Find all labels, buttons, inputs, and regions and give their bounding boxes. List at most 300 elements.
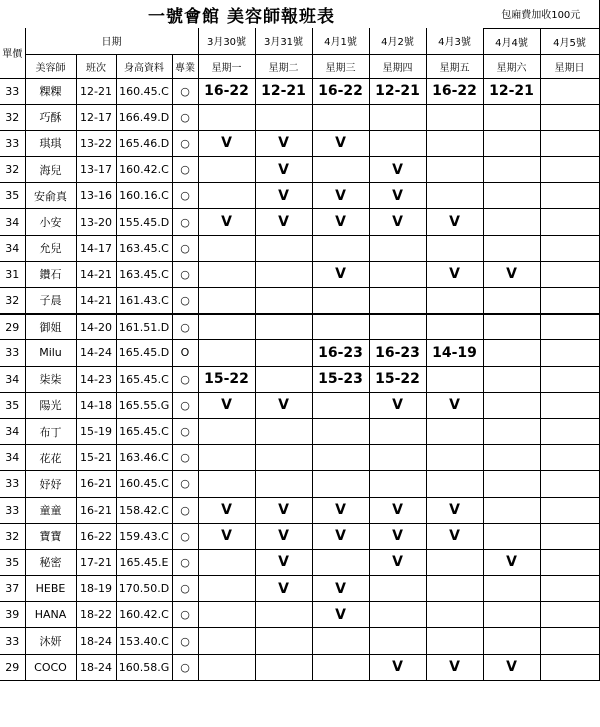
shift-cell: 13-16 xyxy=(76,183,116,209)
day-cell xyxy=(540,130,599,156)
day-cell xyxy=(312,549,369,575)
profile-cell: 160.45.C xyxy=(116,78,172,104)
profile-cell: 160.16.C xyxy=(116,183,172,209)
day-cell xyxy=(540,288,599,314)
day-cell xyxy=(426,445,483,471)
beautician-name-cell: COCO xyxy=(25,654,76,680)
profile-cell: 165.45.E xyxy=(116,549,172,575)
specialty-cell: O xyxy=(172,340,198,366)
price-cell: 33 xyxy=(0,78,25,104)
day-cell xyxy=(540,628,599,654)
table-row xyxy=(0,576,599,602)
day-cell: 16-23 xyxy=(369,340,426,366)
weekday-header-4: 星期五 xyxy=(426,54,483,78)
day-cell xyxy=(540,392,599,418)
day-cell xyxy=(483,576,540,602)
table-row xyxy=(0,628,599,654)
table-row xyxy=(0,340,599,366)
day-cell: V xyxy=(312,130,369,156)
specialty-cell: ○ xyxy=(172,654,198,680)
price-cell: 33 xyxy=(0,497,25,523)
table-row xyxy=(0,209,599,235)
shift-cell: 16-21 xyxy=(76,497,116,523)
specialty-cell: ○ xyxy=(172,314,198,340)
table-row xyxy=(0,549,599,575)
profile-cell: 160.42.C xyxy=(116,602,172,628)
day-cell: V xyxy=(369,209,426,235)
day-cell: V xyxy=(369,654,426,680)
day-cell xyxy=(369,602,426,628)
day-cell: 12-21 xyxy=(255,78,312,104)
day-cell xyxy=(255,628,312,654)
day-cell xyxy=(312,392,369,418)
page-title: 一號會館 美容師報班表 xyxy=(148,6,335,27)
beautician-name-cell: HEBE xyxy=(25,576,76,602)
profile-cell: 165.45.C xyxy=(116,366,172,392)
profile-cell: 165.46.D xyxy=(116,130,172,156)
day-cell xyxy=(483,314,540,340)
day-cell: V xyxy=(426,392,483,418)
day-cell xyxy=(369,261,426,287)
day-cell: V xyxy=(312,183,369,209)
day-cell xyxy=(255,654,312,680)
date-header-row xyxy=(0,28,599,54)
profile-cell: 163.46.C xyxy=(116,445,172,471)
day-cell xyxy=(483,392,540,418)
weekday-header-3: 星期四 xyxy=(369,54,426,78)
shift-cell: 16-21 xyxy=(76,471,116,497)
date-header-6: 4月5號 xyxy=(540,28,599,54)
day-cell: V xyxy=(255,130,312,156)
price-cell: 39 xyxy=(0,602,25,628)
day-cell xyxy=(198,576,255,602)
day-cell xyxy=(426,471,483,497)
day-cell xyxy=(255,235,312,261)
price-cell: 34 xyxy=(0,418,25,444)
day-cell: V xyxy=(426,261,483,287)
price-cell: 35 xyxy=(0,183,25,209)
profile-cell: 163.45.C xyxy=(116,261,172,287)
day-cell xyxy=(198,471,255,497)
day-cell xyxy=(369,314,426,340)
day-cell xyxy=(426,235,483,261)
beautician-name-cell: 妤妤 xyxy=(25,471,76,497)
beautician-name-cell: 寶寶 xyxy=(25,523,76,549)
price-cell: 32 xyxy=(0,104,25,130)
specialty-cell: ○ xyxy=(172,471,198,497)
specialty-cell: ○ xyxy=(172,418,198,444)
beautician-name-cell: 允兒 xyxy=(25,235,76,261)
day-cell xyxy=(483,288,540,314)
day-cell xyxy=(369,576,426,602)
shift-cell: 16-22 xyxy=(76,523,116,549)
shift-cell: 15-19 xyxy=(76,418,116,444)
beautician-name-cell: HANA xyxy=(25,602,76,628)
day-cell: V xyxy=(369,183,426,209)
day-cell xyxy=(198,654,255,680)
day-cell xyxy=(540,576,599,602)
day-cell xyxy=(483,445,540,471)
day-cell xyxy=(540,157,599,183)
table-row xyxy=(0,602,599,628)
day-cell: V xyxy=(255,549,312,575)
day-cell: V xyxy=(483,549,540,575)
day-cell xyxy=(483,209,540,235)
day-cell: 15-22 xyxy=(198,366,255,392)
day-cell xyxy=(369,104,426,130)
day-cell xyxy=(198,418,255,444)
beautician-name-cell: 海兒 xyxy=(25,157,76,183)
day-cell xyxy=(198,235,255,261)
day-cell: V xyxy=(312,602,369,628)
day-cell: 16-22 xyxy=(198,78,255,104)
price-cell: 34 xyxy=(0,209,25,235)
day-cell xyxy=(255,314,312,340)
day-cell xyxy=(426,366,483,392)
day-cell: V xyxy=(369,157,426,183)
day-cell: V xyxy=(369,497,426,523)
profile-cell: 170.50.D xyxy=(116,576,172,602)
shift-cell: 14-17 xyxy=(76,235,116,261)
shift-cell: 17-21 xyxy=(76,549,116,575)
day-cell xyxy=(198,445,255,471)
day-cell: 15-23 xyxy=(312,366,369,392)
day-cell xyxy=(483,183,540,209)
beautician-name-cell: 琪琪 xyxy=(25,130,76,156)
day-cell xyxy=(483,366,540,392)
day-cell: 12-21 xyxy=(483,78,540,104)
day-cell xyxy=(426,104,483,130)
day-cell: V xyxy=(483,654,540,680)
price-cell: 34 xyxy=(0,366,25,392)
day-cell xyxy=(198,314,255,340)
name-header: 美容師 xyxy=(25,54,76,78)
price-cell: 33 xyxy=(0,340,25,366)
beautician-name-cell: 布丁 xyxy=(25,418,76,444)
price-cell: 32 xyxy=(0,523,25,549)
day-cell xyxy=(426,314,483,340)
weekday-header-0: 星期一 xyxy=(198,54,255,78)
day-cell xyxy=(312,628,369,654)
day-cell: 16-22 xyxy=(312,78,369,104)
shift-cell: 13-17 xyxy=(76,157,116,183)
date-header-2: 4月1號 xyxy=(312,28,369,54)
specialty-cell: ○ xyxy=(172,366,198,392)
day-cell xyxy=(369,445,426,471)
profile-cell: 166.49.D xyxy=(116,104,172,130)
day-cell xyxy=(198,157,255,183)
day-cell xyxy=(483,130,540,156)
beautician-name-cell: 小安 xyxy=(25,209,76,235)
date-header-0: 3月30號 xyxy=(198,28,255,54)
day-cell: V xyxy=(312,523,369,549)
profile-cell: 163.45.C xyxy=(116,235,172,261)
shift-cell: 18-24 xyxy=(76,628,116,654)
profile-cell: 165.55.G xyxy=(116,392,172,418)
day-cell xyxy=(483,602,540,628)
day-cell: V xyxy=(255,497,312,523)
shift-cell: 14-18 xyxy=(76,392,116,418)
day-cell: V xyxy=(255,392,312,418)
day-cell xyxy=(255,261,312,287)
shift-cell: 14-20 xyxy=(76,314,116,340)
table-row xyxy=(0,366,599,392)
day-cell xyxy=(426,418,483,444)
shift-cell: 18-19 xyxy=(76,576,116,602)
table-row xyxy=(0,104,599,130)
day-cell xyxy=(483,340,540,366)
table-row xyxy=(0,654,599,680)
beautician-name-cell: 鑽石 xyxy=(25,261,76,287)
specialty-cell: ○ xyxy=(172,183,198,209)
profile-cell: 160.42.C xyxy=(116,157,172,183)
shift-cell: 12-21 xyxy=(76,78,116,104)
day-cell: V xyxy=(255,157,312,183)
day-cell: V xyxy=(312,209,369,235)
day-cell: 16-22 xyxy=(426,78,483,104)
day-cell xyxy=(198,261,255,287)
table-row xyxy=(0,235,599,261)
beautician-name-cell: 陽光 xyxy=(25,392,76,418)
day-cell: V xyxy=(198,130,255,156)
day-cell xyxy=(369,471,426,497)
day-cell xyxy=(255,418,312,444)
specialty-header: 專業 xyxy=(172,54,198,78)
table-row xyxy=(0,523,599,549)
day-cell xyxy=(540,261,599,287)
day-cell: V xyxy=(255,523,312,549)
price-cell: 34 xyxy=(0,445,25,471)
day-cell xyxy=(540,602,599,628)
day-cell: V xyxy=(426,523,483,549)
day-cell xyxy=(312,314,369,340)
day-cell xyxy=(540,235,599,261)
specialty-cell: ○ xyxy=(172,497,198,523)
day-cell xyxy=(540,104,599,130)
day-cell xyxy=(426,602,483,628)
table-row xyxy=(0,288,599,314)
day-cell: 12-21 xyxy=(369,78,426,104)
day-cell xyxy=(483,157,540,183)
day-cell xyxy=(255,602,312,628)
day-cell: V xyxy=(198,392,255,418)
shift-cell: 13-20 xyxy=(76,209,116,235)
table-row xyxy=(0,497,599,523)
shift-cell: 15-21 xyxy=(76,445,116,471)
day-cell xyxy=(198,602,255,628)
date-header-3: 4月2號 xyxy=(369,28,426,54)
day-cell: 14-19 xyxy=(426,340,483,366)
date-header-5: 4月4號 xyxy=(483,28,540,54)
day-cell: V xyxy=(312,261,369,287)
beautician-name-cell: 巧酥 xyxy=(25,104,76,130)
shift-cell: 13-22 xyxy=(76,130,116,156)
weekday-header-2: 星期三 xyxy=(312,54,369,78)
day-cell xyxy=(540,445,599,471)
day-cell xyxy=(369,235,426,261)
profile-cell: 165.45.D xyxy=(116,340,172,366)
price-cell: 29 xyxy=(0,654,25,680)
day-cell xyxy=(426,130,483,156)
day-cell xyxy=(312,471,369,497)
specialty-cell: ○ xyxy=(172,288,198,314)
day-cell xyxy=(312,157,369,183)
day-cell xyxy=(540,471,599,497)
beautician-name-cell: Milu xyxy=(25,340,76,366)
specialty-cell: ○ xyxy=(172,78,198,104)
price-cell: 35 xyxy=(0,549,25,575)
price-cell: 35 xyxy=(0,392,25,418)
date-header: 日期 xyxy=(25,28,198,54)
beautician-name-cell: 安俞真 xyxy=(25,183,76,209)
specialty-cell: ○ xyxy=(172,392,198,418)
day-cell xyxy=(369,628,426,654)
day-cell: V xyxy=(312,497,369,523)
day-cell xyxy=(426,157,483,183)
beautician-name-cell: 沐妍 xyxy=(25,628,76,654)
profile-cell: 161.51.D xyxy=(116,314,172,340)
price-cell: 33 xyxy=(0,471,25,497)
day-cell xyxy=(198,340,255,366)
shift-cell: 18-24 xyxy=(76,654,116,680)
day-cell xyxy=(540,78,599,104)
day-cell xyxy=(540,314,599,340)
day-cell xyxy=(426,549,483,575)
day-cell xyxy=(540,183,599,209)
day-cell xyxy=(540,497,599,523)
day-cell xyxy=(483,104,540,130)
price-cell: 29 xyxy=(0,314,25,340)
day-cell: V xyxy=(369,523,426,549)
price-cell: 31 xyxy=(0,261,25,287)
shift-cell: 14-21 xyxy=(76,261,116,287)
profile-cell: 158.42.C xyxy=(116,497,172,523)
day-cell: V xyxy=(426,209,483,235)
day-cell xyxy=(426,288,483,314)
day-cell xyxy=(540,523,599,549)
shift-cell: 14-21 xyxy=(76,288,116,314)
day-cell: 16-23 xyxy=(312,340,369,366)
day-cell xyxy=(312,654,369,680)
day-cell xyxy=(255,471,312,497)
day-cell: V xyxy=(255,209,312,235)
beautician-name-cell: 花花 xyxy=(25,445,76,471)
price-cell: 37 xyxy=(0,576,25,602)
title-row xyxy=(0,0,599,28)
profile-cell: 160.58.G xyxy=(116,654,172,680)
profile-cell: 161.43.C xyxy=(116,288,172,314)
day-cell: V xyxy=(198,497,255,523)
day-cell xyxy=(540,549,599,575)
column-header-row xyxy=(0,54,599,78)
price-cell: 34 xyxy=(0,235,25,261)
day-cell: 15-22 xyxy=(369,366,426,392)
shift-header: 班次 xyxy=(76,54,116,78)
day-cell xyxy=(483,497,540,523)
day-cell xyxy=(426,183,483,209)
shift-cell: 14-24 xyxy=(76,340,116,366)
beautician-name-cell: 柒柒 xyxy=(25,366,76,392)
weekday-header-5: 星期六 xyxy=(483,54,540,78)
day-cell xyxy=(198,183,255,209)
date-header-1: 3月31號 xyxy=(255,28,312,54)
specialty-cell: ○ xyxy=(172,130,198,156)
day-cell: V xyxy=(255,576,312,602)
day-cell xyxy=(312,418,369,444)
day-cell xyxy=(255,445,312,471)
table-row xyxy=(0,418,599,444)
day-cell xyxy=(483,471,540,497)
day-cell xyxy=(312,288,369,314)
specialty-cell: ○ xyxy=(172,104,198,130)
date-header-4: 4月3號 xyxy=(426,28,483,54)
specialty-cell: ○ xyxy=(172,261,198,287)
day-cell xyxy=(540,654,599,680)
day-cell: V xyxy=(369,549,426,575)
specialty-cell: ○ xyxy=(172,576,198,602)
specialty-cell: ○ xyxy=(172,157,198,183)
day-cell xyxy=(255,288,312,314)
day-cell xyxy=(483,418,540,444)
profile-cell: 159.43.C xyxy=(116,523,172,549)
day-cell xyxy=(198,104,255,130)
table-row xyxy=(0,392,599,418)
specialty-cell: ○ xyxy=(172,549,198,575)
day-cell xyxy=(312,104,369,130)
price-cell: 32 xyxy=(0,288,25,314)
beautician-name-cell: 粿粿 xyxy=(25,78,76,104)
table-row xyxy=(0,183,599,209)
price-cell: 33 xyxy=(0,628,25,654)
day-cell xyxy=(540,209,599,235)
day-cell xyxy=(540,366,599,392)
day-cell xyxy=(198,628,255,654)
beautician-name-cell: 童童 xyxy=(25,497,76,523)
beautician-name-cell: 秘密 xyxy=(25,549,76,575)
price-cell: 33 xyxy=(0,130,25,156)
day-cell xyxy=(369,130,426,156)
table-row xyxy=(0,471,599,497)
profile-cell: 153.40.C xyxy=(116,628,172,654)
day-cell xyxy=(483,235,540,261)
day-cell: V xyxy=(483,261,540,287)
table-row xyxy=(0,445,599,471)
table-row xyxy=(0,261,599,287)
table-row xyxy=(0,130,599,156)
day-cell xyxy=(426,628,483,654)
day-cell: V xyxy=(369,392,426,418)
day-cell xyxy=(312,445,369,471)
beautician-name-cell: 子晨 xyxy=(25,288,76,314)
specialty-cell: ○ xyxy=(172,523,198,549)
day-cell xyxy=(426,576,483,602)
specialty-cell: ○ xyxy=(172,628,198,654)
day-cell: V xyxy=(312,576,369,602)
price-cell: 32 xyxy=(0,157,25,183)
profile-header: 身高資料 xyxy=(116,54,172,78)
day-cell xyxy=(483,523,540,549)
day-cell xyxy=(255,366,312,392)
specialty-cell: ○ xyxy=(172,602,198,628)
day-cell xyxy=(255,104,312,130)
day-cell xyxy=(540,340,599,366)
table-row xyxy=(0,157,599,183)
room-fee-note: 包廂費加收100元 xyxy=(483,0,599,28)
price-header: 單價 xyxy=(0,28,25,78)
day-cell xyxy=(198,549,255,575)
specialty-cell: ○ xyxy=(172,445,198,471)
day-cell xyxy=(255,340,312,366)
